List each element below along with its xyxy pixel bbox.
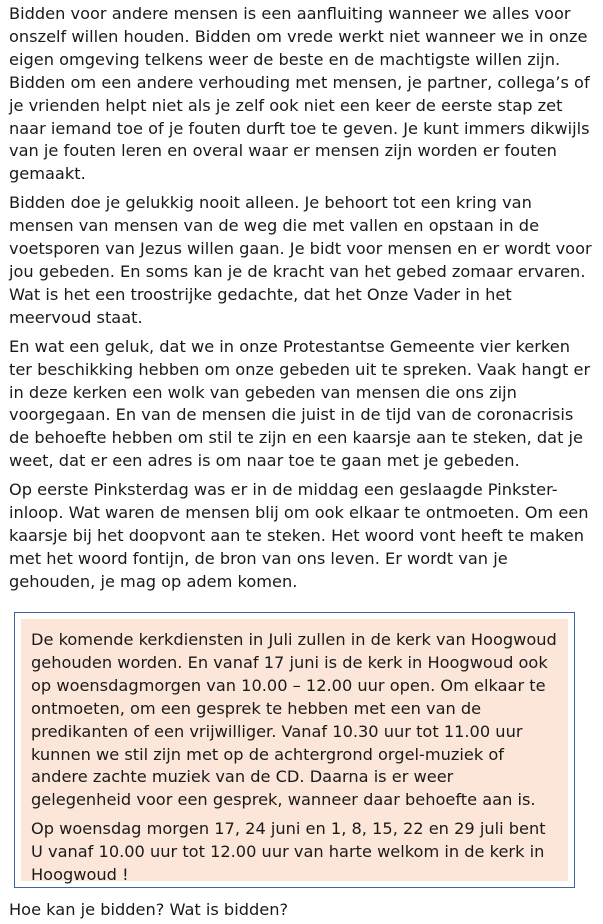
paragraph-pentecost: Op eerste Pinksterdag was er in de middag een geslaagde Pinkster-inloop. Wat waren de mensen blij om ook elkaar te ontmoeten. Om een kaarsje bij het doopvont aan te steken. Het woord vont heeft te maken met het woord fontijn, de bron van ons leven. Er wordt van je gehouden, je mag op adem komen. bbox=[9, 480, 589, 591]
paragraph-praying-together: Bidden doe je gelukkig nooit alleen. Je behoort tot een kring van mensen van mensen van de weg die met vallen en opstaan in de voetsporen van Jezus willen gaan. Je bidt voor mensen en er wordt voor jou gebeden. En soms kan je de kracht van het gebed zomaar ervaren. Wat is het een troostrijke gedachte, dat het Onze Vader in het meervoud staat. bbox=[9, 193, 592, 327]
notice-dates-paragraph: Op woensdag morgen 17, 24 juni en 1, 8, 15, 22 en 29 juli bent U vanaf 10.00 uur tot 12.00 uur van harte welkom in de kerk in Hoogwoud ! bbox=[31, 819, 546, 885]
notice-box-content bbox=[21, 619, 568, 885]
notice-services-paragraph: De komende kerkdiensten in Juli zullen in de kerk van Hoogwoud gehouden worden. En vanaf 17 juni is de kerk in Hoogwoud ook op woensdagmorgen van 10.00 – 12.00 uur open. Om elkaar te ontmoeten, om een gesprek te hebben met een van de predikanten of een vrijwilliger. Vanaf 10.30 uur tot 11.00 uur kunnen we stil zijn met op de achtergrond orgel-muziek of andere zachte muziek van de CD. Daarna is er weer gelegenheid voor een gesprek, wanneer daar behoefte aan is. bbox=[31, 630, 557, 810]
paragraph-prayer-for-others: Bidden voor andere mensen is een aanfluiting wanneer we alles voor onszelf willen houden. Bidden om vrede werkt niet wanneer we in onze eigen omgeving telkens weer de beste en de machtigste willen zijn. Bidden om een andere verhouding met mensen, je partner, collega’s of je vrienden helpt niet als je zelf ook niet een keer de eerste stap zet naar iemand toe of je fouten durft toe te geven. Je kunt immers dikwijls van je fouten leren en overal waar er mensen zijn worden er fouten gemaakt. bbox=[9, 4, 590, 184]
footer-question: Hoe kan je bidden? Wat is bidden? bbox=[9, 900, 289, 919]
notice-box bbox=[14, 612, 575, 888]
paragraph-four-churches: En wat een geluk, dat we in onze Protestantse Gemeente vier kerken ter beschikking hebben om onze gebeden uit te spreken. Vaak hangt er in deze kerken een wolk van gebeden van mensen die ons zijn voorgegaan. En van de mensen die juist in de tijd van de coronacrisis de behoefte hebben om stil te zijn en een kaarsje aan te steken, dat je weet, dat er een adres is om naar toe te gaan met je gebeden. bbox=[9, 336, 591, 471]
article-body bbox=[9, 3, 594, 600]
